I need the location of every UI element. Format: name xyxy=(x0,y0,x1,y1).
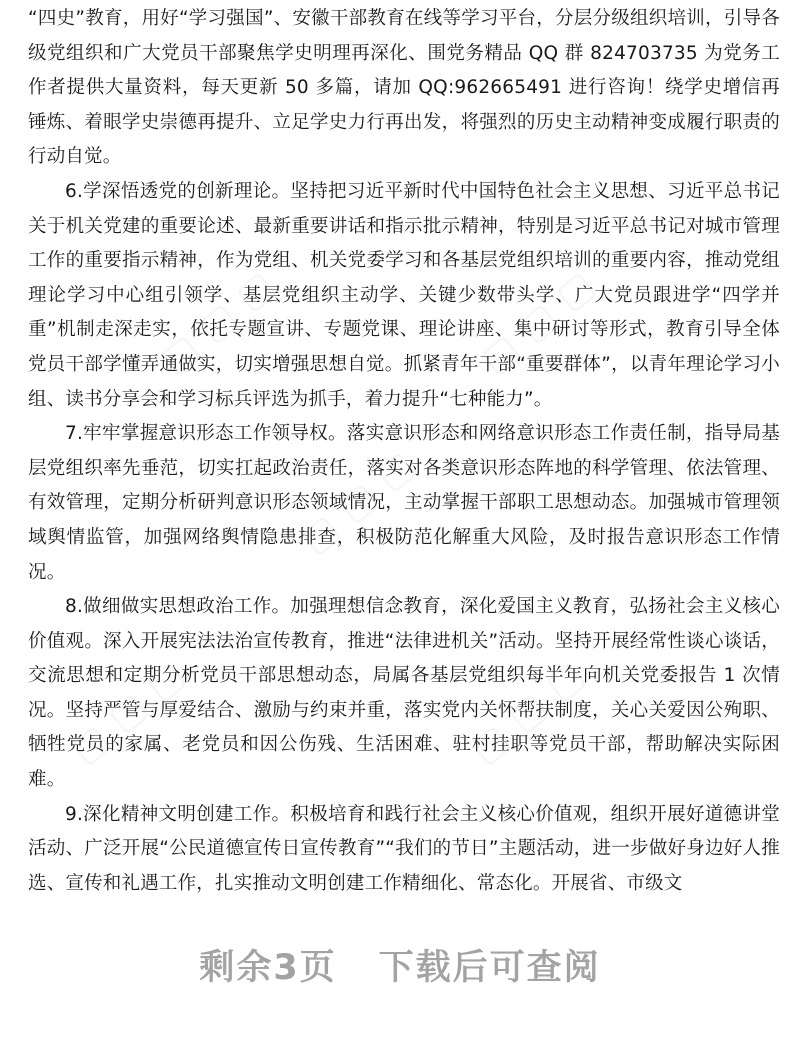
watermark-mark: ▢ ▢ ▢ xyxy=(151,262,283,382)
download-prompt-banner[interactable] xyxy=(0,940,800,990)
watermark-mark: ▢ ▢ ▢ xyxy=(61,652,193,772)
paragraph-item-9: 9.深化精神文明创建工作。积极培育和践行社会主义核心价值观，组织开展好道德讲堂活动、广泛开展“公民道德宣传日宣传教育”“我们的节日”主题活动，进一步做好身边好人推选、宣传和礼遇工作，扎实推动文明创建工作精细化、常态化。开展省、市级文 xyxy=(28,803,780,894)
document-body xyxy=(28,2,780,901)
download-hint-label: 下载后可查阅 xyxy=(378,948,601,988)
watermark-mark: ▢ ▢ ▢ xyxy=(471,262,603,382)
watermark-mark: ▢ ▢ ▢ xyxy=(461,652,593,772)
remaining-pages-label: 剩余3页 xyxy=(199,948,337,988)
paragraph-item-8: 8.做细做实思想政治工作。加强理想信念教育，深化爱国主义教育，弘扬社会主义核心价值观。深入开展宪法法治宣传教育，推进“法律进机关”活动。坚持开展经常性谈心谈话，交流思想和定期分析党员干部思想动态，局属各基层党组织每半年向机关党委报告 1 次情况。坚持严管与厚爱结合、激励与约束并重，落实党内关怀帮扶制度，关心关爱因公殉职、牺牲党员的家属、老党员和因公伤残、生活困难、驻村挂职等党员干部，帮助解决实际困难。 xyxy=(28,596,780,791)
paragraph-item-6: 6.学深悟透党的创新理论。坚持把习近平新时代中国特色社会主义思想、习近平总书记关于机关党建的重要论述、最新重要讲话和指示批示精神，特别是习近平总书记对城市管理工作的重要指示精神，作为党组、机关党委学习和各基层党组织培训的重要内容，推动党组理论学习中心组引领学、基层党组织主动学、关键少数带头学、广大党员跟进学“四学并重”机制走深走实，依托专题宣讲、专题党课、理论讲座、集中研讨等形式，教育引导全体党员干部学懂弄通做实，切实增强思想自觉。抓紧青年干部“重要群体”，以青年理论学习小组、读书分享会和学习标兵评选为抓手，着力提升“七种能力”。 xyxy=(28,180,780,410)
watermark-mark: ▢ ▢ ▢ xyxy=(291,442,423,562)
paragraph-item-7: 7.牢牢掌握意识形态工作领导权。落实意识形态和网络意识形态工作责任制，指导局基层党组织率先垂范，切实扛起政治责任，落实对各类意识形态阵地的科学管理、依法管理、有效管理，定期分析研判意识形态领域情况，主动掌握干部职工思想动态。加强城市管理领域舆情监管，加强网络舆情隐患排查，积极防范化解重大风险，及时报告意识形态工作情况。 xyxy=(28,423,780,583)
paragraph-intro: “四史”教育，用好“学习强国”、安徽干部教育在线等学习平台，分层分级组织培训，引导各级党组织和广大党员干部聚焦学史明理再深化、围党务精品 QQ 群 824703735 为党务工作者提供大量资料，每天更新 50 多篇，请加 QQ:962665491 进行咨询！绕学史增信再锤炼、着眼学史崇德再提升、立足学史力行再出发，将强烈的历史主动精神变成履行职责的行动自觉。 xyxy=(28,8,780,168)
